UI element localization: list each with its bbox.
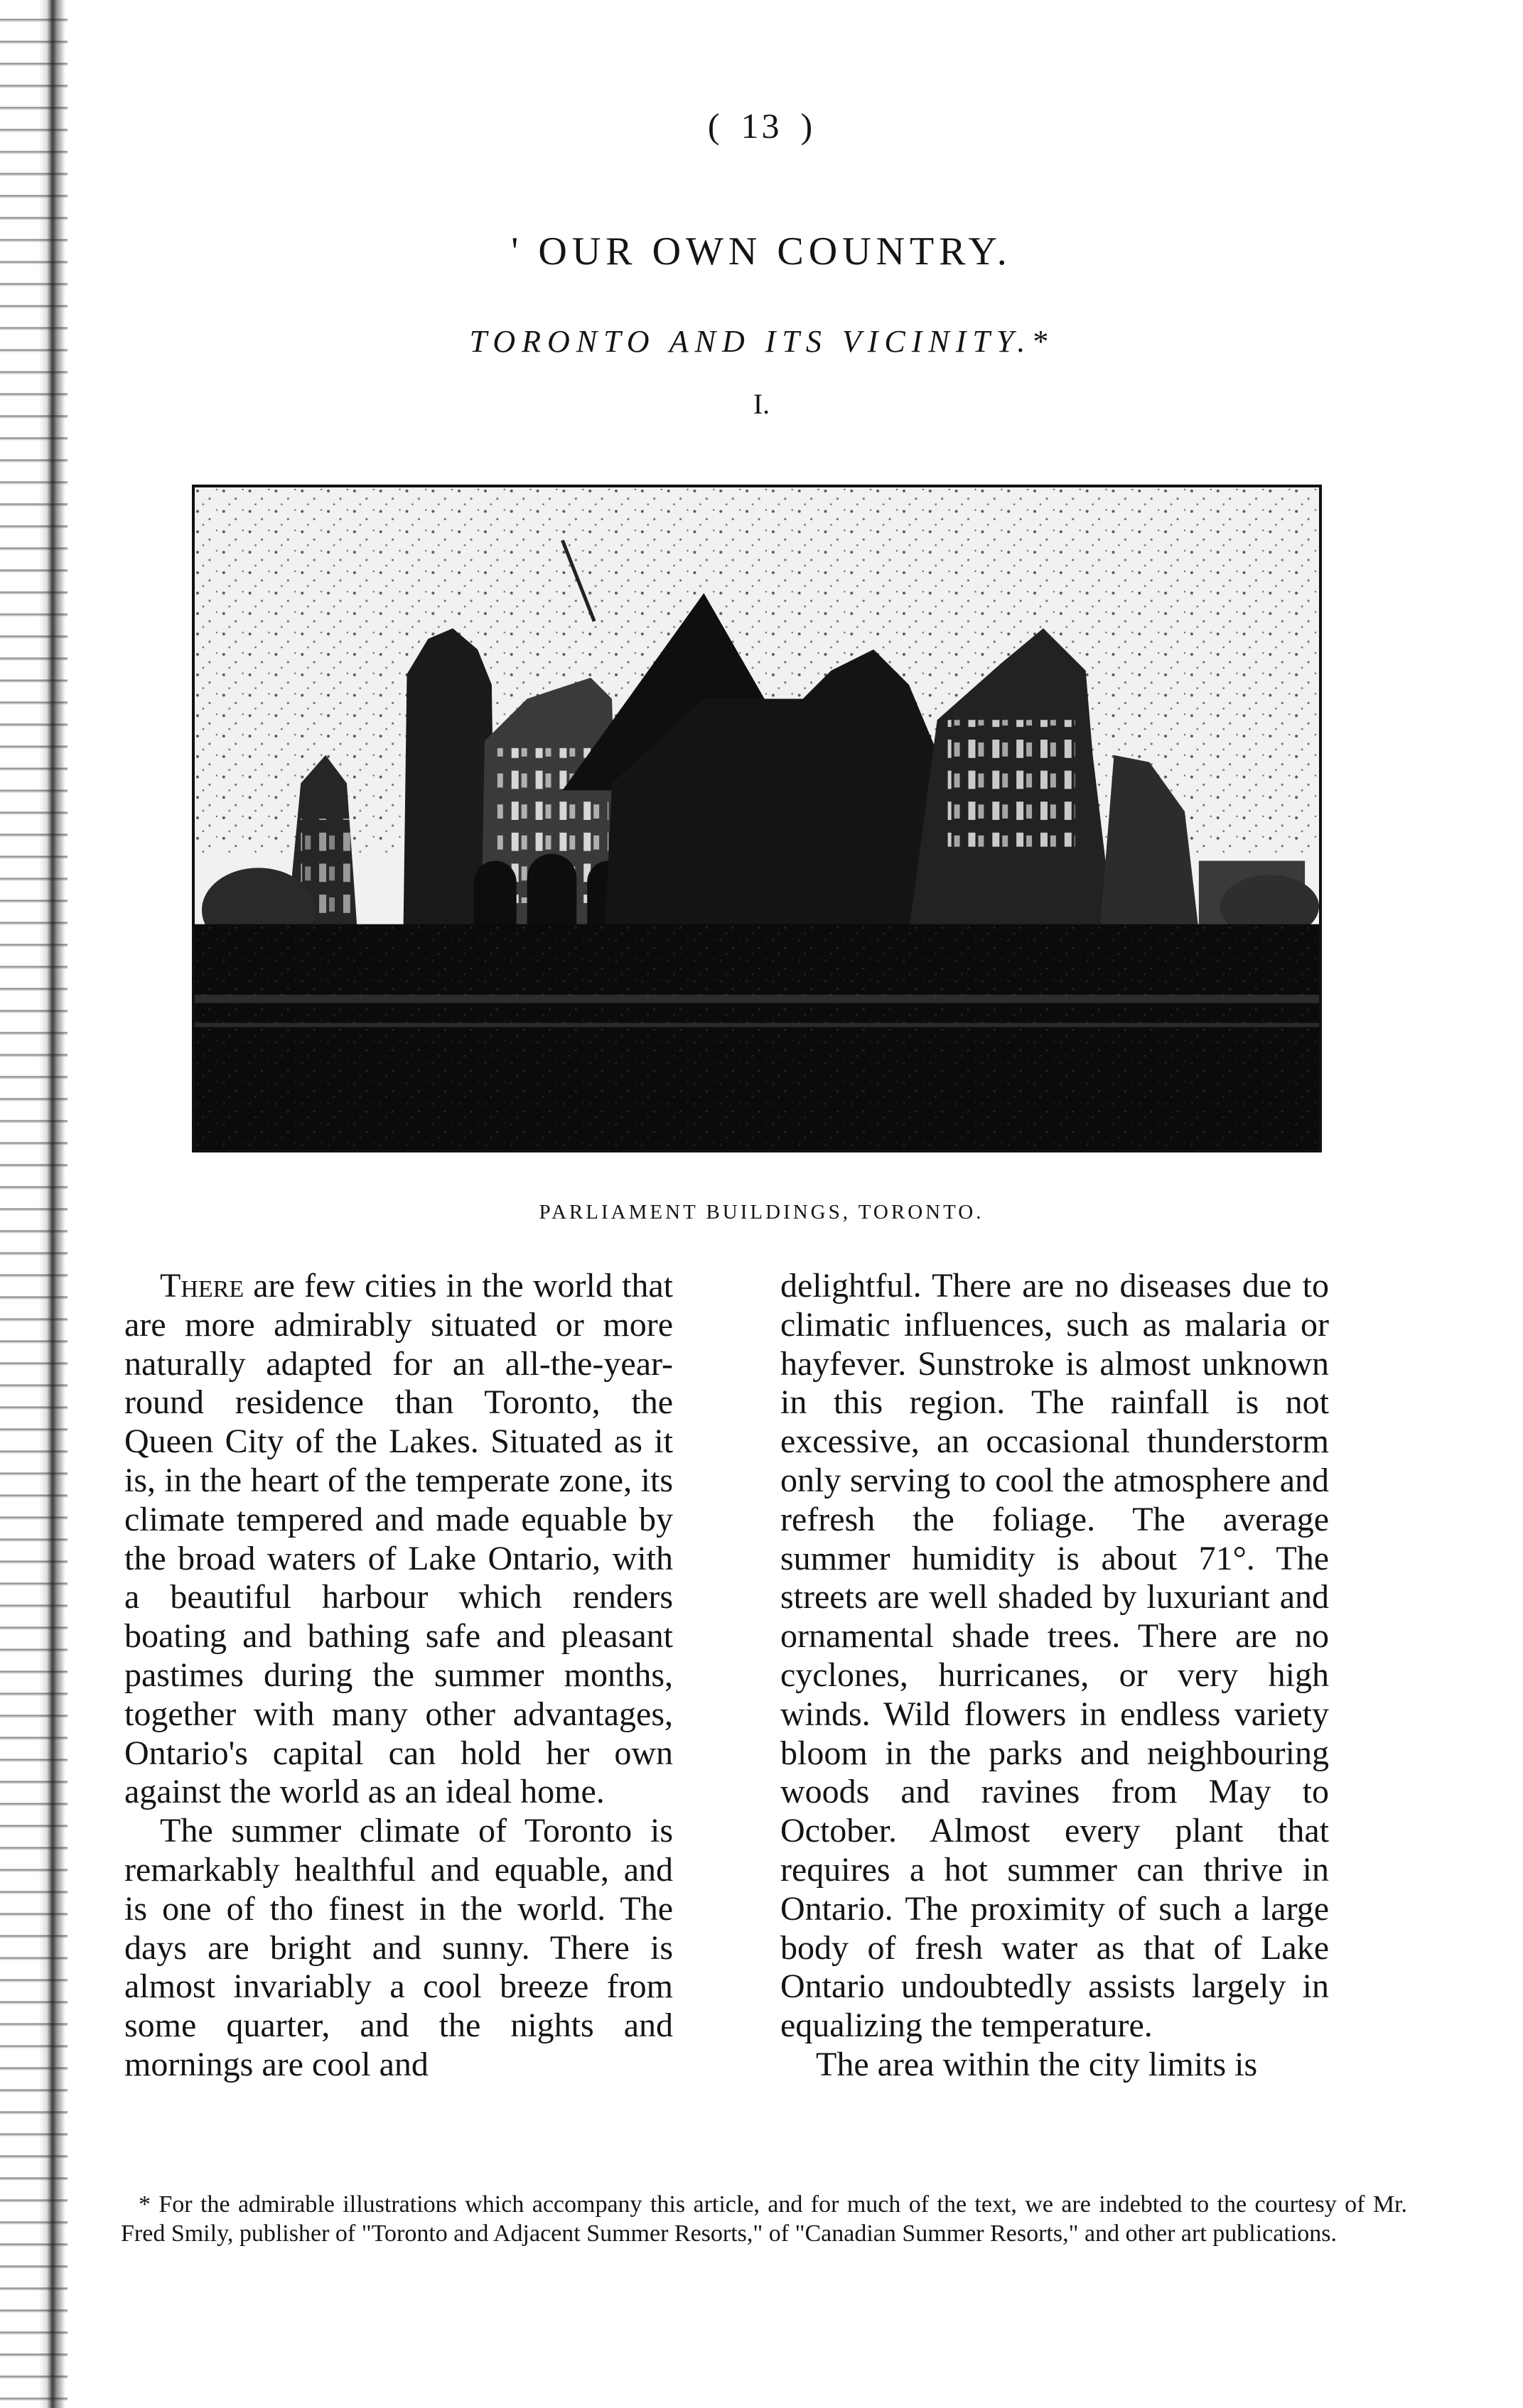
page-number — [0, 105, 1523, 146]
paragraph-3: The area within the city limits is — [816, 2045, 1258, 2083]
page-number-value: 13 — [741, 106, 782, 146]
paragraph-1 — [124, 1267, 673, 1812]
figure-caption: PARLIAMENT BUILDINGS, TORONTO. — [539, 1201, 984, 1224]
paragraph-2: The summer climate of Toronto is remarkably healthful and equable, and is one of tho finest in the world. The days are bright and sunny. There is almost invariably a cool breeze from some quarter, and the nights and mornings are cool and — [124, 1812, 673, 2083]
paragraph-lead-word: There — [160, 1267, 244, 1305]
footnote-text: * For the admirable illustrations which accompany this article, and for much of the text, we are indebted to the courtesy of Mr. Fred Smily, publisher of "Toronto and Adjacent Summer Resorts," of "Canadian Summer Resorts," and other art publications. — [121, 2191, 1407, 2247]
series-title: ' OUR OWN COUNTRY. — [511, 230, 1012, 274]
left-column — [124, 1267, 673, 2085]
paragraph-2-continued: delightful. There are no diseases due to climatic influences, such as malaria or hayfever. Sunstroke is almost unknown in this region. The rainfall is not excessive, an occasional thunderstorm only serving to cool the atmosphere and refresh the foliage. The average summer humidity is about 71°. The streets are well shaded by luxuriant and ornamental shade trees. There are no cyclones, hurricanes, or very high winds. Wild flowers in endless variety bloom in the parks and neighbouring woods and ravines from May to October. Almost every plant that requires a hot summer can thrive in Ontario. The proximity of such a large body of fresh water as that of Lake Ontario undoubtedly assists largely in equalizing the temperature. — [780, 1267, 1329, 2045]
parliament-buildings-illustration — [195, 487, 1319, 1150]
part-numeral: I. — [753, 388, 770, 420]
parliament-buildings-photo — [192, 485, 1322, 1152]
paragraph-1-text: are few cities in the world that are more admirably situated or more naturally adapted for an all-the-year-round residence than Toronto, the Queen City of the Lakes. Situated as it is, in the heart of the temperate zone, its climate tempered and made equable by the broad waters of Lake Ontario, with a beautiful harbour which renders boating and bathing safe and pleasant pastimes during the summer months, together with many other advantages, Ontario's capital can hold her own against the world as an ideal home. — [124, 1267, 673, 1811]
right-column — [780, 1267, 1329, 2085]
article-title: TORONTO AND ITS VICINITY.* — [469, 324, 1054, 359]
page-number-paren-open: ( — [707, 106, 723, 146]
page-number-paren-close: ) — [800, 106, 816, 146]
footnote — [121, 2190, 1407, 2248]
